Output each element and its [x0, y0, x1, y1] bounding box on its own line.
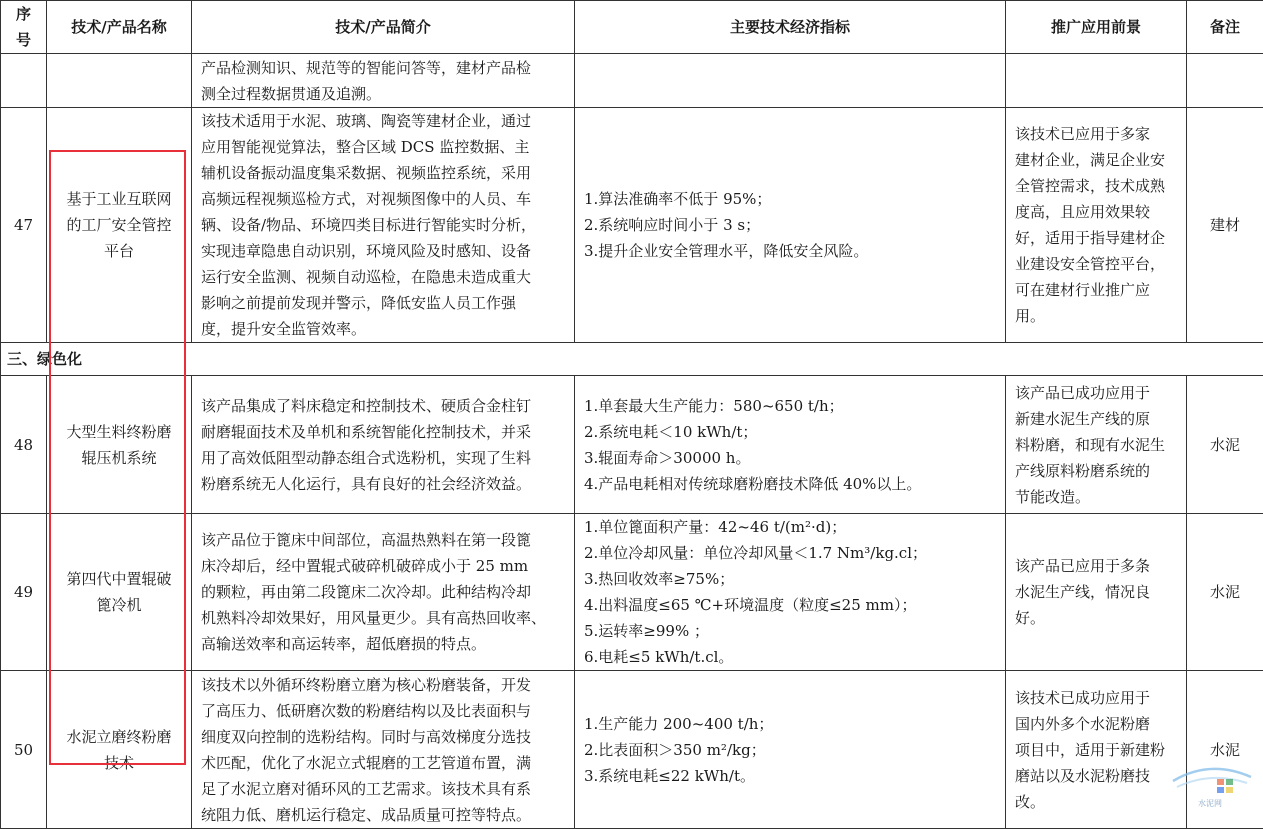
intro-line: 粉磨系统无人化运行，具有良好的社会经济效益。: [201, 471, 565, 497]
cell-remark: [1187, 54, 1263, 108]
table-row: [1, 108, 1263, 343]
intro-line: 产品检测知识、规范等的智能问答等，建材产品检: [201, 55, 565, 81]
cell-prospect: [1006, 514, 1187, 671]
cell-remark: 水泥: [1187, 514, 1263, 671]
cell-name: [47, 54, 192, 108]
name-line: 基于工业互联网: [56, 186, 182, 212]
prospect-line: 节能改造。: [1015, 484, 1177, 510]
cell-intro: [192, 514, 575, 671]
indicator-line: 3.提升企业安全管理水平，降低安全风险。: [584, 238, 996, 264]
cell-indicators: [575, 54, 1006, 108]
header-intro: 技术/产品简介: [192, 1, 575, 54]
header-no: 序号: [1, 1, 47, 54]
intro-line: 该产品集成了料床稳定和控制技术、硬质合金柱钉: [201, 393, 565, 419]
prospect-line: 建材企业，满足企业安: [1015, 147, 1177, 173]
cell-intro: [192, 376, 575, 514]
intro-line: 影响之前提前发现并警示，降低安监人员工作强: [201, 290, 565, 316]
table-row-continued: [1, 54, 1263, 108]
intro-line: 用了高效低阻型动静态组合式选粉机，实现了生料: [201, 445, 565, 471]
prospect-line: 该产品已成功应用于: [1015, 380, 1177, 406]
table-row: [1, 671, 1263, 829]
prospect-line: 磨站以及水泥粉磨技: [1015, 763, 1177, 789]
intro-line: 实现违章隐患自动识别，环境风险及时感知、设备: [201, 238, 565, 264]
prospect-line: 全管控需求，技术成熟: [1015, 173, 1177, 199]
cell-intro: [192, 671, 575, 829]
prospect-line: 好。: [1015, 605, 1177, 631]
indicator-line: 2.系统响应时间小于 3 s；: [584, 212, 996, 238]
intro-line: 辆、设备/物品、环境四类目标进行智能实时分析，: [201, 212, 565, 238]
intro-line: 应用智能视觉算法，整合区域 DCS 监控数据、主: [201, 134, 565, 160]
intro-line: 足了水泥立磨对循环风的工艺需求。该技术具有系: [201, 776, 565, 802]
indicator-line: 6.电耗≤5 kWh/t.cl。: [584, 644, 996, 670]
header-indicators: 主要技术经济指标: [575, 1, 1006, 54]
prospect-line: 料粉磨，和现有水泥生: [1015, 432, 1177, 458]
prospect-line: 产线原料粉磨系统的: [1015, 458, 1177, 484]
prospect-line: 用。: [1015, 303, 1177, 329]
header-prospect: 推广应用前景: [1006, 1, 1187, 54]
indicator-line: 1.算法准确率不低于 95%；: [584, 186, 996, 212]
cell-indicators: [575, 108, 1006, 343]
prospect-line: 该技术已应用于多家: [1015, 121, 1177, 147]
prospect-line: 该技术已成功应用于: [1015, 685, 1177, 711]
intro-line: 度，提升安全监管效率。: [201, 316, 565, 342]
intro-line: 了高压力、低研磨次数的粉磨结构以及比表面积与: [201, 698, 565, 724]
intro-line: 耐磨辊面技术及单机和系统智能化控制技术，并采: [201, 419, 565, 445]
prospect-line: 改。: [1015, 789, 1177, 815]
cell-no: [1, 54, 47, 108]
indicator-line: 2.单位冷却风量：单位冷却风量＜1.7 Nm³/kg.cl；: [584, 540, 996, 566]
cell-remark: 水泥: [1187, 671, 1263, 829]
cell-name: [47, 376, 192, 514]
cell-remark: 水泥: [1187, 376, 1263, 514]
prospect-line: 该产品已应用于多条: [1015, 553, 1177, 579]
cell-indicators: [575, 671, 1006, 829]
indicator-line: 3.系统电耗≤22 kWh/t。: [584, 763, 996, 789]
prospect-line: 水泥生产线，情况良: [1015, 579, 1177, 605]
section-title: 三、绿色化: [1, 343, 1263, 376]
cell-no: 49: [1, 514, 47, 671]
intro-line: 该技术适用于水泥、玻璃、陶瓷等建材企业，通过: [201, 108, 565, 134]
cell-prospect: [1006, 54, 1187, 108]
cell-prospect: [1006, 671, 1187, 829]
intro-line: 床冷却后，经中置辊式破碎机破碎成小于 25 mm: [201, 553, 565, 579]
header-name: 技术/产品名称: [47, 1, 192, 54]
cell-name: [47, 108, 192, 343]
indicator-line: 2.系统电耗＜10 kWh/t；: [584, 419, 996, 445]
cell-prospect: [1006, 108, 1187, 343]
name-line: 篦冷机: [56, 592, 182, 618]
header-row: [1, 1, 1263, 54]
cell-intro: [192, 108, 575, 343]
cell-indicators: [575, 376, 1006, 514]
prospect-line: 业建设安全管控平台，: [1015, 251, 1177, 277]
intro-line: 统阻力低、磨机运行稳定、成品质量可控等特点。: [201, 802, 565, 828]
cell-indicators: [575, 514, 1006, 671]
prospect-line: 国内外多个水泥粉磨: [1015, 711, 1177, 737]
indicator-line: 1.单套最大生产能力：580~650 t/h；: [584, 393, 996, 419]
cell-remark: 建材: [1187, 108, 1263, 343]
indicator-line: 5.运转率≥99% ；: [584, 618, 996, 644]
indicator-line: 4.产品电耗相对传统球磨粉磨技术降低 40%以上。: [584, 471, 996, 497]
intro-line: 高频远程视频巡检方式，对视频图像中的人员、车: [201, 186, 565, 212]
section-row: [1, 343, 1263, 376]
prospect-line: 新建水泥生产线的原: [1015, 406, 1177, 432]
intro-line: 辅机设备振动温度集采数据、视频监控系统，采用: [201, 160, 565, 186]
header-remark: 备注: [1187, 1, 1263, 54]
watermark-text: 水泥网: [1198, 798, 1222, 808]
name-line: 的工厂安全管控: [56, 212, 182, 238]
name-line: 水泥立磨终粉磨: [56, 724, 182, 750]
intro-line: 该产品位于篦床中间部位，高温热熟料在第一段篦: [201, 527, 565, 553]
name-line: 第四代中置辊破: [56, 566, 182, 592]
indicator-line: 2.比表面积＞350 m²/kg；: [584, 737, 996, 763]
indicator-line: 4.出料温度≤65 ℃+环境温度（粒度≤25 mm）；: [584, 592, 996, 618]
cell-name: [47, 514, 192, 671]
intro-line: 测全过程数据贯通及追溯。: [201, 81, 565, 107]
intro-line: 运行安全监测、视频自动巡检，在隐患未造成重大: [201, 264, 565, 290]
indicator-line: 3.热回收效率≥75%；: [584, 566, 996, 592]
indicator-line: 1.生产能力 200~400 t/h；: [584, 711, 996, 737]
intro-line: 高输送效率和高运转率，超低磨损的特点。: [201, 631, 565, 657]
prospect-line: 度高，且应用效果较: [1015, 199, 1177, 225]
intro-line: 该技术以外循环终粉磨立磨为核心粉磨装备，开发: [201, 672, 565, 698]
cell-no: 50: [1, 671, 47, 829]
prospect-line: 好，适用于指导建材企: [1015, 225, 1177, 251]
cell-intro: [192, 54, 575, 108]
name-line: 平台: [56, 238, 182, 264]
table-row: [1, 514, 1263, 671]
table-row: [1, 376, 1263, 514]
cell-no: 47: [1, 108, 47, 343]
name-line: 大型生料终粉磨: [56, 419, 182, 445]
intro-line: 细度双向控制的选粉结构。同时与高效梯度分选技: [201, 724, 565, 750]
intro-line: 术匹配，优化了水泥立式辊磨的工艺管道布置，满: [201, 750, 565, 776]
watermark-logo-icon: [1165, 759, 1255, 809]
intro-line: 的颗粒，再由第二段篦床二次冷却。此种结构冷却: [201, 579, 565, 605]
prospect-line: 可在建材行业推广应: [1015, 277, 1177, 303]
name-line: 辊压机系统: [56, 445, 182, 471]
intro-line: 机熟料冷却效果好，用风量更少。具有高热回收率、: [201, 605, 565, 631]
indicator-line: 3.辊面寿命＞30000 h。: [584, 445, 996, 471]
indicator-line: 1.单位篦面积产量：42~46 t/(m²·d)；: [584, 514, 996, 540]
prospect-line: 项目中，适用于新建粉: [1015, 737, 1177, 763]
cell-prospect: [1006, 376, 1187, 514]
cell-no: 48: [1, 376, 47, 514]
name-line: 技术: [56, 750, 182, 776]
cell-name: [47, 671, 192, 829]
